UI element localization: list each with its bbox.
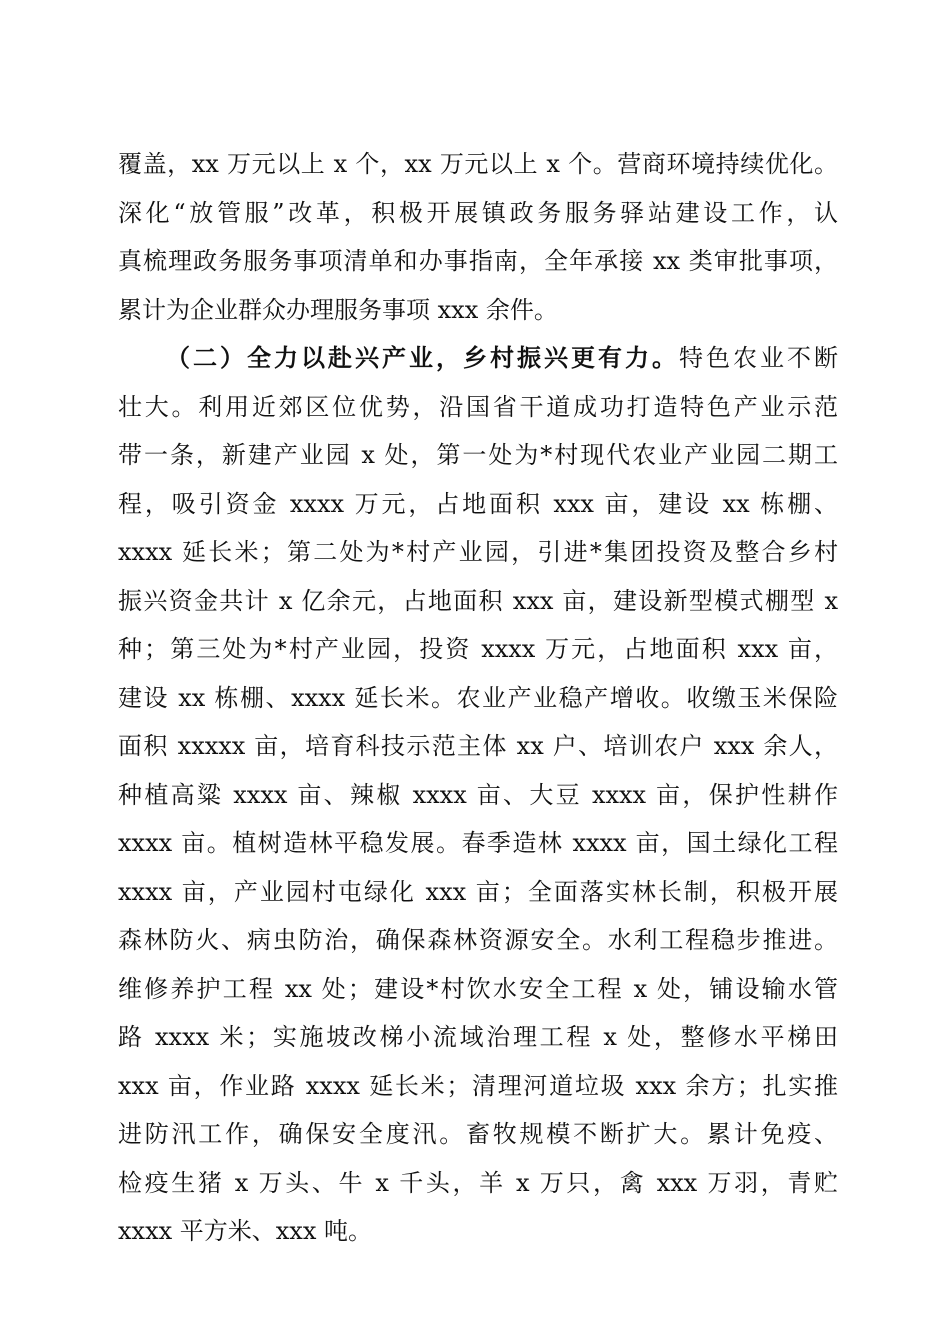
text-line: 深化“放管服”改革，积极开展镇政务服务驿站建设工作，认 <box>118 198 838 227</box>
text-line: 面积 xxxxx 亩，培育科技示范主体 xx 户、培训农户 xxx 余人， <box>118 732 838 760</box>
text-line: 真梳理政务服务事项清单和办事指南，全年承接 xx 类审批事项， <box>118 247 838 275</box>
section-heading-continuation: 特色农业不断 <box>679 344 838 372</box>
text-line: xxxx 亩，产业园村屯绿化 xxx 亩；全面落实林长制，积极开展 <box>118 877 838 906</box>
document-body <box>118 140 838 1256</box>
text-line: xxxx 亩。植树造林平稳发展。春季造林 xxxx 亩，国土绿化工程 <box>118 829 838 857</box>
text-line: 森林防火、病虫防治，确保森林资源安全。水利工程稳步推进。 <box>118 926 838 954</box>
text-line: xxxx 延长米；第二处为*村产业园，引进*集团投资及整合乡村 <box>118 538 838 566</box>
text-line: 覆盖，xx 万元以上 x 个，xx 万元以上 x 个。营商环境持续优化。 <box>118 150 838 178</box>
text-line: 建设 xx 栋棚、xxxx 延长米。农业产业稳产增收。收缴玉米保险 <box>118 683 838 712</box>
paragraph-business-environment <box>118 140 838 334</box>
text-line: 振兴资金共计 x 亿余元，占地面积 xxx 亩，建设新型模式棚型 x <box>118 586 838 615</box>
text-line: 壮大。利用近郊区位优势，沿国省干道成功打造特色产业示范 <box>118 392 838 421</box>
text-line: xxxx 平方米、xxx 吨。 <box>118 1217 373 1245</box>
text-line: 种；第三处为*村产业园，投资 xxxx 万元，占地面积 xxx 亩， <box>118 635 838 663</box>
text-line: 程，吸引资金 xxxx 万元，占地面积 xxx 亩，建设 xx 栋棚、 <box>118 489 838 518</box>
text-line: 路 xxxx 米；实施坡改梯小流域治理工程 x 处，整修水平梯田 <box>118 1023 838 1051</box>
text-line: 检疫生猪 x 万头、牛 x 千头，羊 x 万只，禽 xxx 万羽，青贮 <box>118 1168 838 1197</box>
text-line: 累计为企业群众办理服务事项 xxx 余件。 <box>118 295 558 324</box>
text-line: 维修养护工程 xx 处；建设*村饮水安全工程 x 处，铺设输水管 <box>118 974 838 1003</box>
text-line: 进防汛工作，确保安全度汛。畜牧规模不断扩大。累计免疫、 <box>118 1120 838 1148</box>
paragraph-industry-rural-revitalization <box>118 334 838 1256</box>
text-line: 带一条，新建产业园 x 处，第一处为*村现代农业产业园二期工 <box>118 441 838 469</box>
text-line: 种植高粱 xxxx 亩、辣椒 xxxx 亩、大豆 xxxx 亩，保护性耕作 <box>118 780 838 809</box>
text-line-first <box>118 334 838 383</box>
text-line: xxx 亩，作业路 xxxx 延长米；清理河道垃圾 xxx 余方；扎实推 <box>118 1071 838 1100</box>
section-heading: （二）全力以赴兴产业，乡村振兴更有力。 <box>166 343 679 372</box>
